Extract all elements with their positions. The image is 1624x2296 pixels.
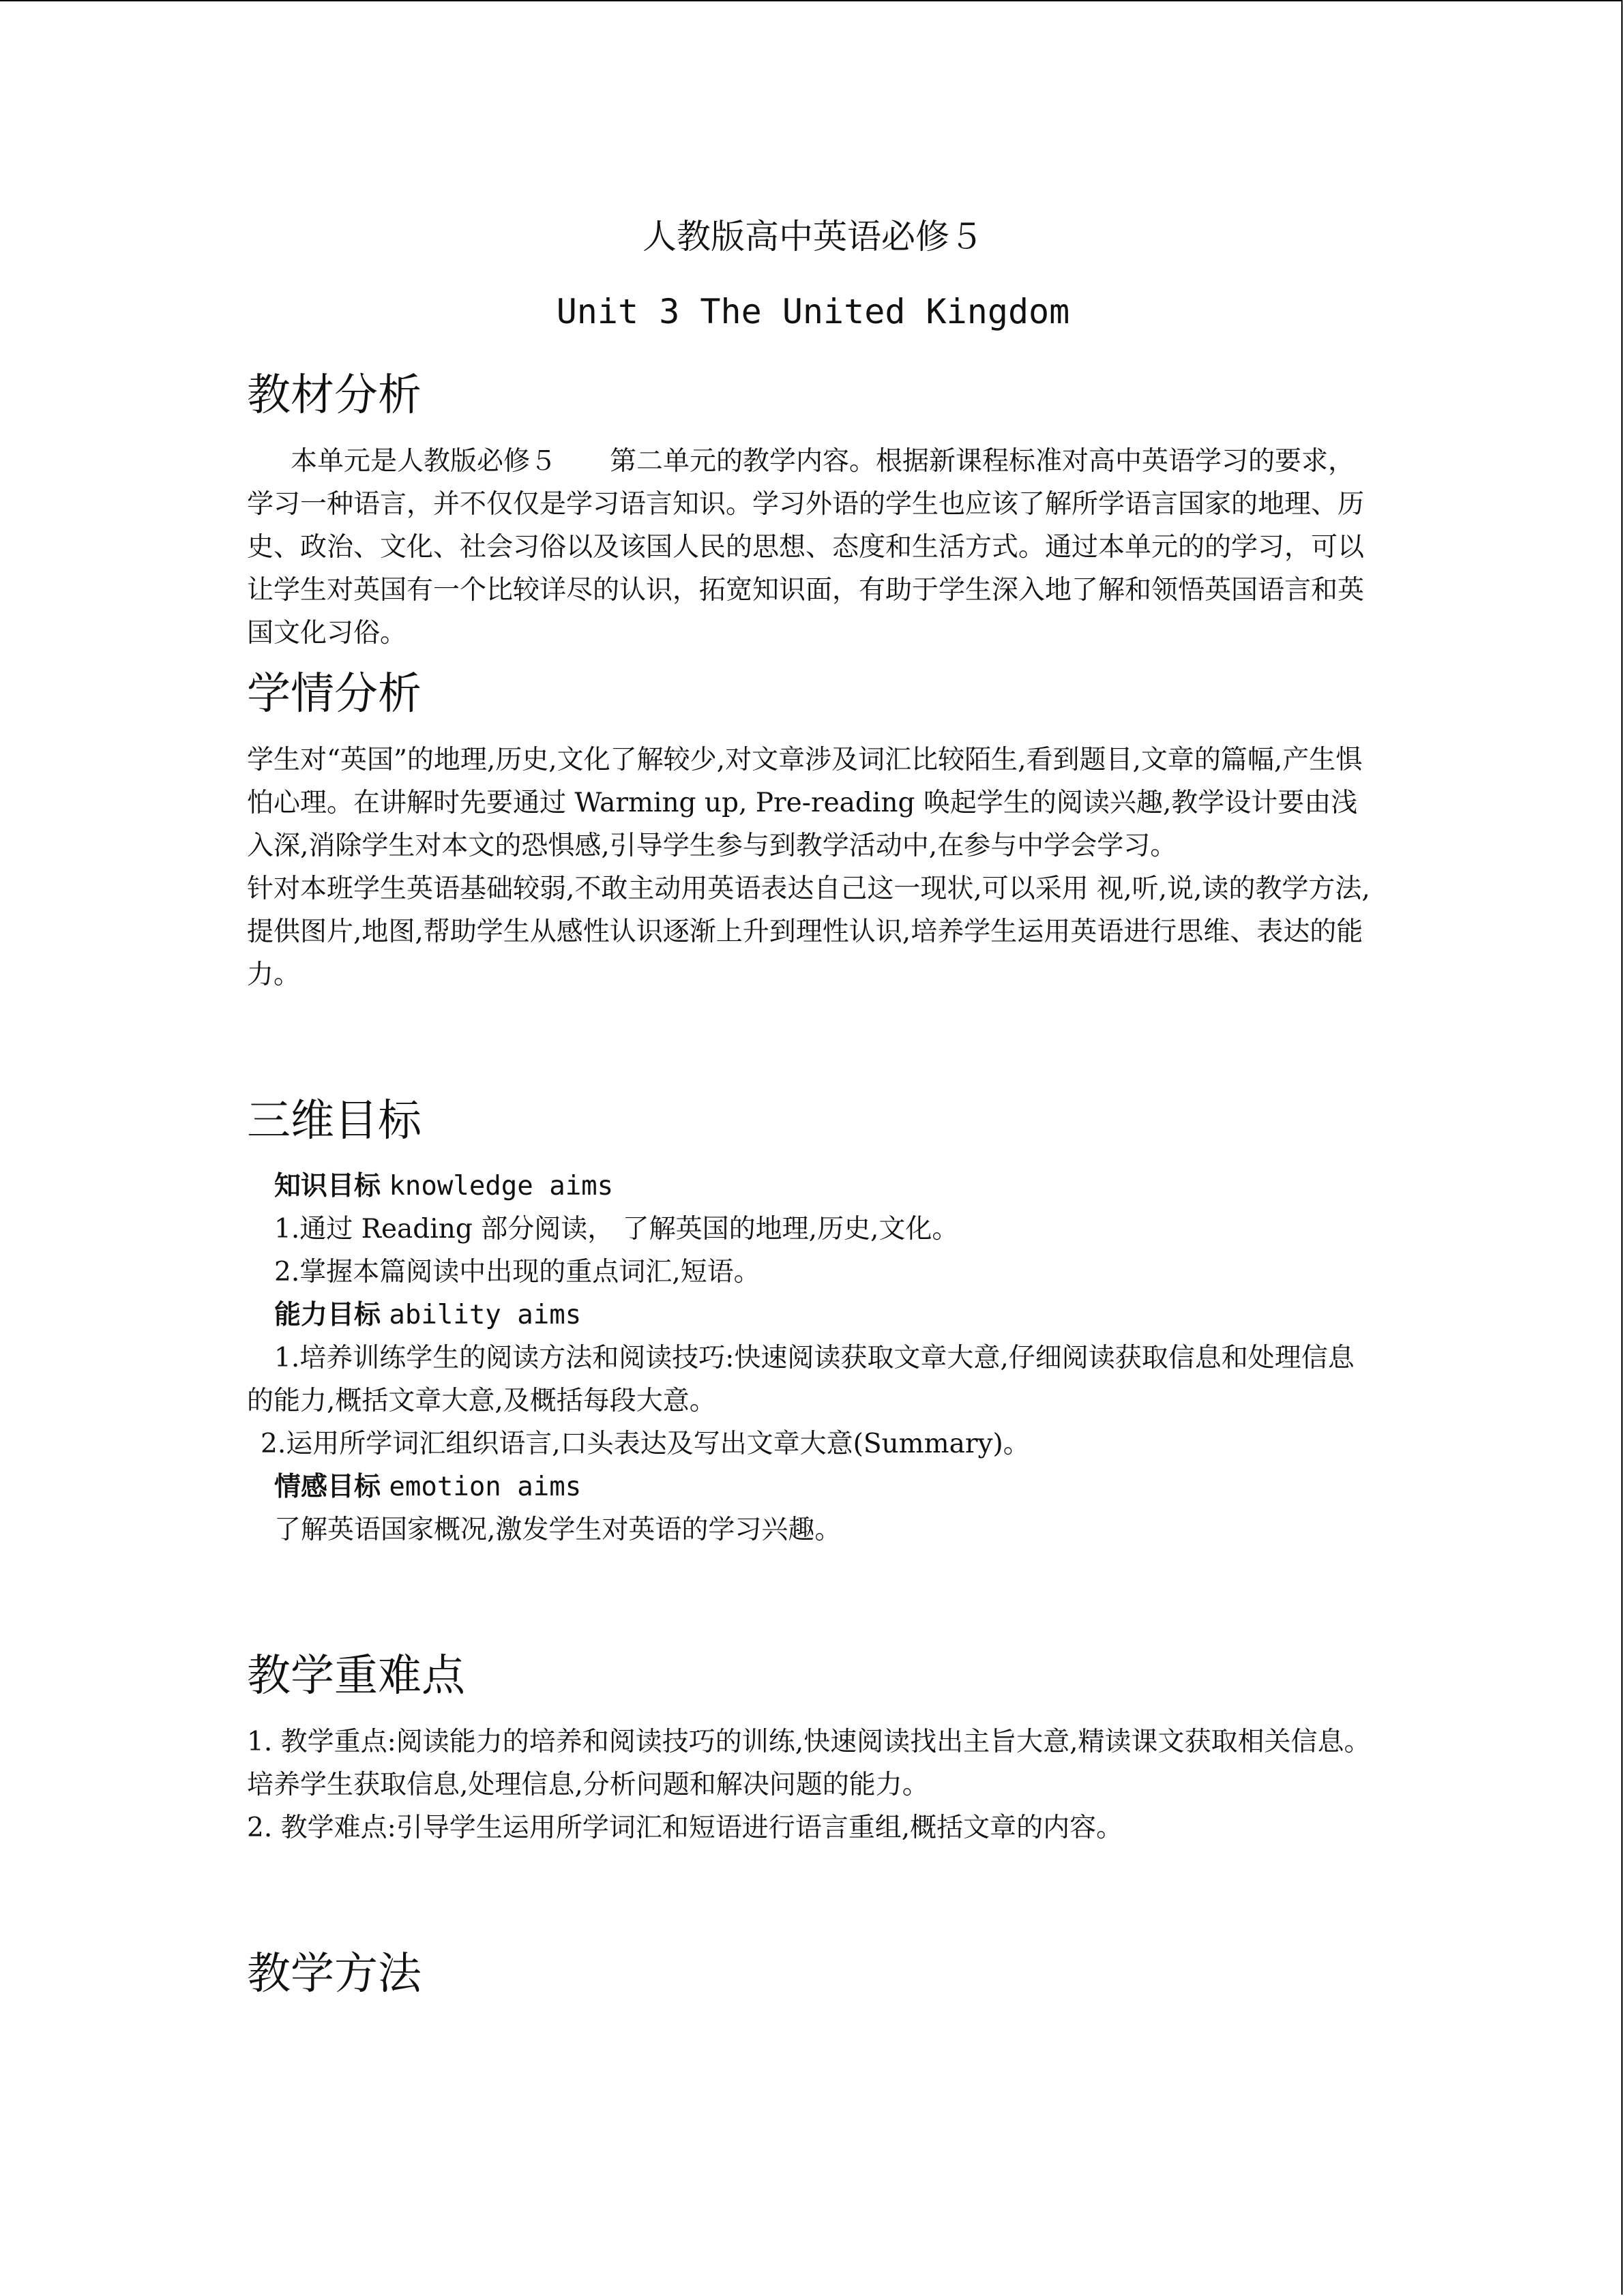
spacer (247, 1551, 1379, 1650)
knowledge-aims-heading (247, 1165, 1379, 1208)
knowledge-aims-english: knowledge aims (389, 1171, 614, 1202)
document-subtitle: Unit 3 The United Kingdom (556, 292, 1070, 331)
section-heading-analysis: 教材分析 (247, 370, 422, 421)
key-point-1: 1. 教学重点:阅读能力的培养和阅读技巧的训练,快速阅读找出主旨大意,精读课文获取相关信息。培养学生获取信息,处理信息,分析问题和解决问题的能力。 (247, 1727, 1371, 1801)
ability-aim-1: 1.培养训练学生的阅读方法和阅读技巧:快速阅读获取文章大意,仔细阅读获取信息和处理信息的能力,概括文章大意,及概括每段大意。 (247, 1343, 1355, 1417)
ability-aims-english: ability aims (389, 1300, 582, 1331)
emotion-aims-heading (247, 1465, 1379, 1508)
document-content (247, 206, 1379, 2018)
spacer (247, 996, 1379, 1095)
spacer (247, 655, 1379, 668)
emotion-aims-english: emotion aims (389, 1472, 582, 1503)
document-title: 人教版高中英语必修５ (643, 217, 984, 256)
ability-aim-2: 2.运用所学词汇组织语言,口头表达及写出文章大意(Summary)。 (261, 1429, 1030, 1460)
section-heading-goals: 三维目标 (247, 1095, 422, 1146)
emotion-aims-label: 情感目标 (274, 1472, 381, 1503)
key-point-2: 2. 教学难点:引导学生运用所学词汇和短语进行语言重组,概括文章的内容。 (247, 1813, 1123, 1844)
learners-paragraph-1: 学生对“英国”的地理,历史,文化了解较少,对文章涉及词汇比较陌生,看到题目,文章的篇幅,产生惧怕心理。在讲解时先要通过 Warming up, Pre-reading 唤起学生的阅读兴趣,教学设计要由浅入深,消除学生对本文的恐惧感,引导学生参与到教学活动中,在参与中学会学习。 (247, 744, 1363, 861)
ability-aims-heading (247, 1294, 1379, 1337)
emotion-aim-1: 了解英语国家概况,激发学生对英语的学习兴趣。 (274, 1515, 842, 1546)
knowledge-aims-label: 知识目标 (274, 1171, 381, 1202)
section-heading-learners: 学情分析 (247, 668, 422, 719)
analysis-paragraph: 本单元是人教版必修５ 第二单元的教学内容。根据新课程标准对高中英语学习的要求，学习一种语言，并不仅仅是学习语言知识。学习外语的学生也应该了解所学语言国家的地理、历史、政治、文化、社会习俗以及该国人民的思想、态度和生活方式。通过本单元的的学习，可以让学生对英国有一个比较详尽的认识，拓宽知识面，有助于学生深入地了解和领悟英国语言和英国文化习俗。 (247, 445, 1365, 648)
knowledge-aim-2: 2.掌握本篇阅读中出现的重点词汇,短语。 (274, 1257, 761, 1288)
ability-aims-label: 能力目标 (274, 1300, 381, 1331)
knowledge-aim-1: 1.通过 Reading 部分阅读， 了解英国的地理,历史,文化。 (274, 1214, 959, 1245)
section-heading-key-points: 教学重难点 (247, 1651, 465, 1702)
learners-paragraph-2: 针对本班学生英语基础较弱,不敢主动用英语表达自己这一现状,可以采用 视,听,说,读的教学方法,提供图片,地图,帮助学生从感性认识逐渐上升到理性认识,培养学生运用英语进行思维、表达的能力。 (247, 873, 1370, 990)
section-heading-methods: 教学方法 (247, 1949, 422, 2000)
spacer (247, 1849, 1379, 1948)
